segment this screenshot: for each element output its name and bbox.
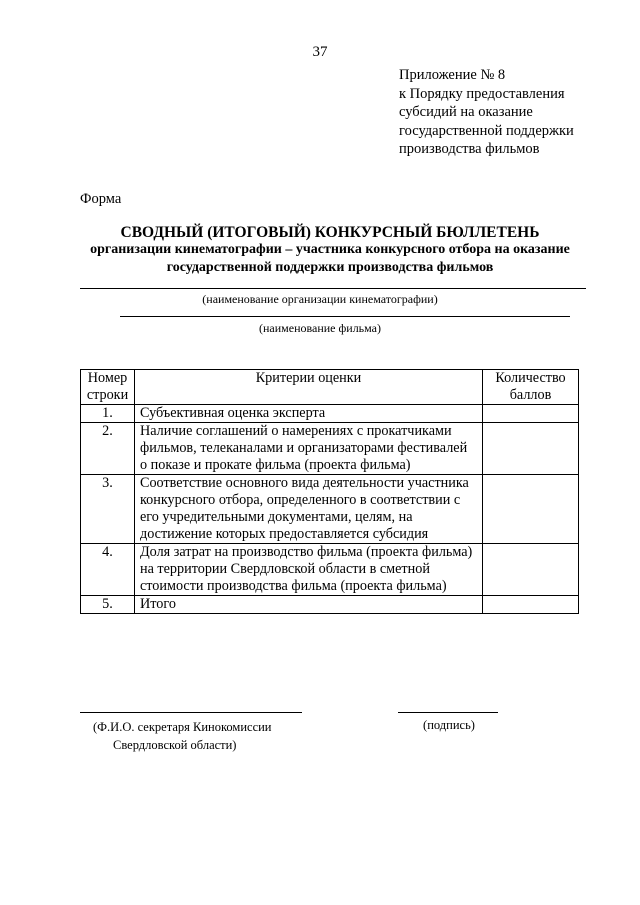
appendix-line: государственной поддержки: [399, 122, 574, 139]
document-subtitle: [60, 241, 600, 276]
document-title: СВОДНЫЙ (ИТОГОВЫЙ) КОНКУРСНЫЙ БЮЛЛЕТЕНЬ: [120, 224, 540, 241]
table-row: [81, 423, 579, 475]
header-score: Количество баллов: [483, 370, 579, 405]
row-number: 2.: [81, 423, 135, 475]
row-number: 4.: [81, 544, 135, 596]
row-number: 1.: [81, 405, 135, 423]
table-row: [81, 405, 579, 423]
subtitle-line: государственной поддержки производства фильмов: [166, 259, 494, 275]
appendix-line: Приложение № 8: [399, 67, 506, 83]
appendix-line: производства фильмов: [399, 141, 540, 158]
subtitle-line: организации кинематографии – участника конкурсного отбора на оказание: [90, 242, 570, 257]
film-caption: (наименование фильма): [258, 321, 381, 335]
secretary-caption-line: Свердловской области): [113, 738, 237, 752]
secretary-caption: [93, 718, 272, 754]
score-cell[interactable]: [483, 423, 579, 475]
row-number: 3.: [81, 475, 135, 544]
page-number: 37: [312, 44, 328, 60]
row-criteria: Субъективная оценка эксперта: [135, 405, 483, 423]
film-name-line: [120, 316, 570, 317]
organization-caption: (наименование организации кинематографии): [202, 292, 438, 306]
score-cell[interactable]: [483, 405, 579, 423]
row-criteria: Доля затрат на производство фильма (проекта фильма) на территории Свердловской области в сметной стоимости производства фильма (проекта фильма): [135, 544, 483, 596]
row-criteria: Итого: [135, 596, 483, 614]
secretary-caption-line: (Ф.И.О. секретаря Кинокомиссии: [93, 720, 272, 734]
table-row: [81, 596, 579, 614]
header-criteria: Критерии оценки: [135, 370, 483, 405]
score-cell[interactable]: [483, 475, 579, 544]
form-label: Форма: [80, 191, 122, 207]
row-criteria: Наличие соглашений о намерениях с прокатчиками фильмов, телеканалами и организаторами фестивалей о показе и прокате фильма (проекта фильма): [135, 423, 483, 475]
header-num: Номер строки: [81, 370, 135, 405]
signature-caption: (подпись): [423, 718, 475, 732]
criteria-table: [80, 369, 579, 614]
appendix-header: [399, 66, 574, 159]
signature-line: [398, 712, 498, 713]
appendix-line: к Порядку предоставления: [399, 85, 565, 102]
row-number: 5.: [81, 596, 135, 614]
secretary-name-line: [80, 712, 302, 713]
appendix-line: субсидий на оказание: [399, 104, 533, 121]
table-row: [81, 475, 579, 544]
organization-name-line: [80, 288, 586, 289]
table-row: [81, 544, 579, 596]
table-header-row: [81, 370, 579, 405]
score-cell[interactable]: [483, 596, 579, 614]
row-criteria: Соответствие основного вида деятельности участника конкурсного отбора, определенного в соответствии с его учредительными документами, целям, на достижение которых предоставляется субсидия: [135, 475, 483, 544]
score-cell[interactable]: [483, 544, 579, 596]
